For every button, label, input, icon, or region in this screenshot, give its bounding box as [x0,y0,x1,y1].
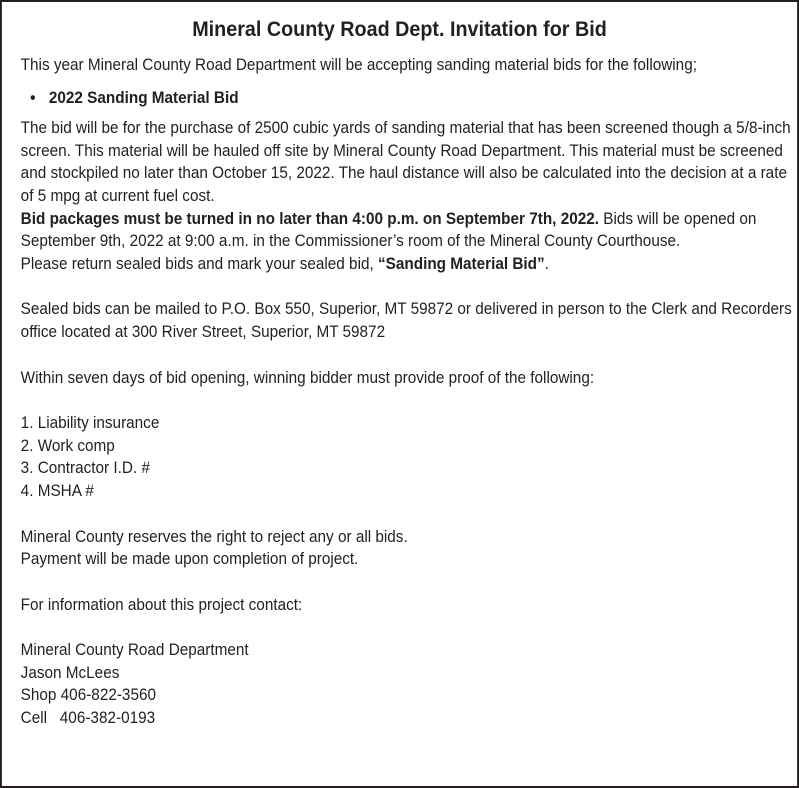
return-suffix-text: . [544,254,549,273]
bullet-icon: • [30,88,36,107]
list-item: 2. Work comp [20,436,115,455]
contact-intro: For information about this project contact: [20,595,303,614]
bid-bullet-item [30,87,797,110]
contact-org: Mineral County Road Department [20,641,249,660]
deadline-rest-text: Bids will be opened on September 9th, 2022 at 9:00 a.m. in the Commissioner’s room of the Mineral County Courthouse. [20,209,757,251]
list-item: 1. Liability insurance [20,414,160,433]
deadline-bold-text: Bid packages must be turned in no later than 4:00 p.m. on September 7th, 2022. [20,209,600,228]
payment-text: Payment will be made upon completion of project. [20,550,359,569]
contact-name: Jason McLees [20,663,120,682]
intro-text: This year Mineral County Road Department will be accepting sanding material bids for the following; [20,56,697,74]
return-bid-label: “Sanding Material Bid” [377,254,545,273]
deadline-paragraph [21,208,797,253]
return-instructions [21,253,797,276]
list-item: 3. Contractor I.D. # [20,459,150,478]
bullet-item-label: 2022 Sanding Material Bid [48,88,239,107]
contact-cell-phone: Cell 406-382-0193 [20,709,156,728]
requirements-list [21,412,797,502]
return-prefix-text: Please return sealed bids and mark your sealed bid, [20,254,378,273]
description-text: The bid will be for the purchase of 2500 cubic yards of sanding material that has been screened though a 5/8-inch screen. This material will be hauled off site by Mineral County Road Department. This material must be screened and stockpiled no later than October 15, 2022. The haul distance will also be calculated into the decision at a rate of 5 mpg at current fuel cost. [20,119,791,205]
list-item: 4. MSHA # [20,481,94,500]
reserve-text: Mineral County reserves the right to reject any or all bids. [20,527,408,546]
contact-shop-phone: Shop 406-822-3560 [20,686,156,705]
contact-block [21,639,797,729]
notice-title: Mineral County Road Dept. Invitation for Bid [192,18,607,41]
proof-intro: Within seven days of bid opening, winning bidder must provide proof of the following: [20,368,595,387]
mail-instructions: Sealed bids can be mailed to P.O. Box 550, Superior, MT 59872 or delivered in person to the Clerk and Recorders office located at 300 River Street, Superior, MT 59872 [20,300,792,341]
